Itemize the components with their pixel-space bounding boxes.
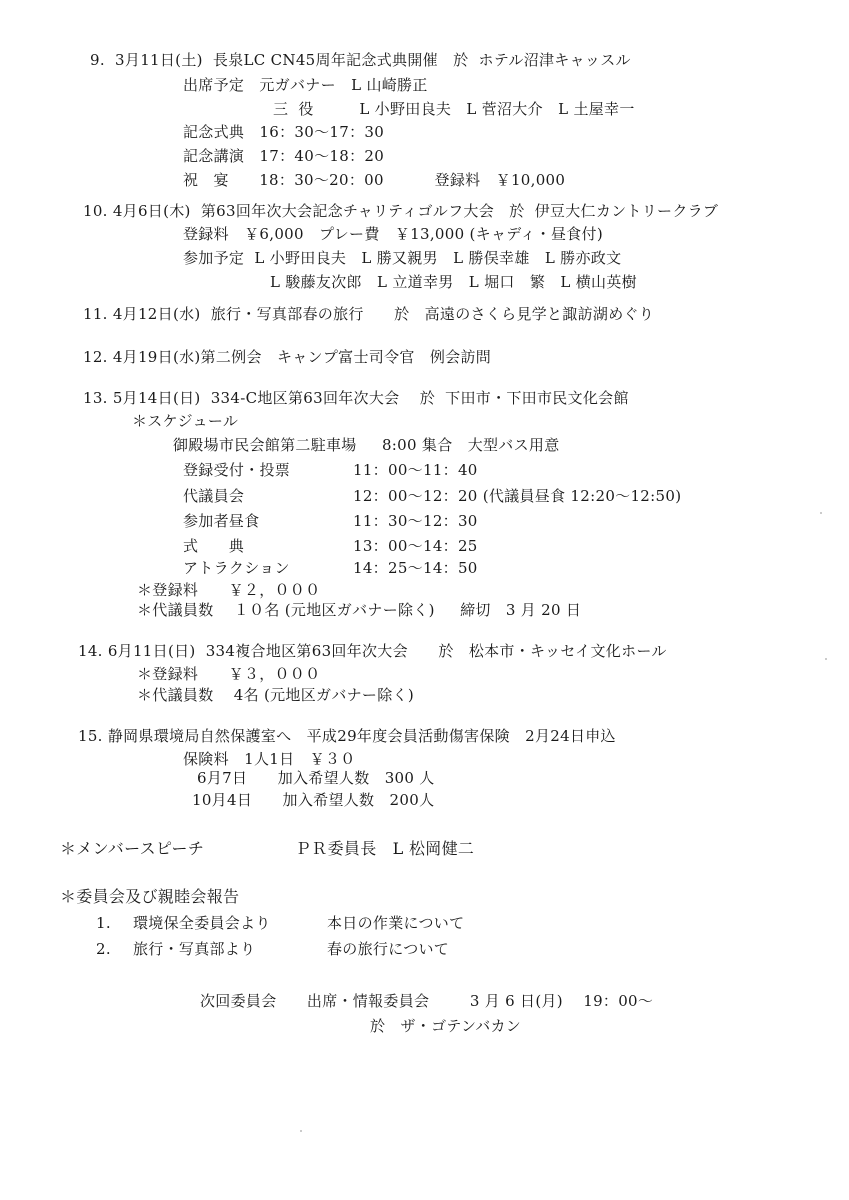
schedule-row-time: 14：25～14：50 bbox=[353, 559, 478, 577]
schedule-row-name: 参加者昼食 bbox=[183, 512, 260, 530]
scan-speck bbox=[820, 512, 822, 514]
item-15-june: 6月7日 加入希望人数 300 人 bbox=[197, 769, 435, 787]
item-14-title: 14. 6月11日(日) 334複合地区第63回年次大会 於 松本市・キッセイ文化ホール bbox=[78, 642, 667, 660]
schedule-row-name: アトラクション bbox=[183, 559, 290, 577]
reports-heading: ＊委員会及び親睦会報告 bbox=[60, 887, 240, 906]
item-9-attendees: 出席予定 元ガバナー L 山崎勝正 bbox=[183, 76, 428, 94]
schedule-row-name: 式 典 bbox=[183, 537, 245, 555]
schedule-row-time: 11：30～12：30 bbox=[353, 512, 478, 530]
scan-speck bbox=[300, 1130, 302, 1132]
report-topic: 本日の作業について bbox=[327, 914, 465, 932]
item-15-title: 15. 静岡県環境局自然保護室へ 平成29年度会員活動傷害保険 2月24日申込 bbox=[78, 727, 616, 745]
schedule-row-time: 11：00～11：40 bbox=[353, 461, 478, 479]
report-number: 1. bbox=[96, 914, 111, 932]
item-10-fees: 登録料 ￥6,000 プレー費 ￥13,000 (キャディ・昼食付) bbox=[183, 225, 604, 243]
schedule-row-time: 12：00～12：20 (代議員昼食 12:20～12:50) bbox=[353, 487, 682, 505]
item-10-title: 10. 4月6日(木) 第63回年次大会記念チャリティゴルフ大会 於 伊豆大仁カントリークラブ bbox=[83, 202, 719, 220]
item-14-delegates: ＊代議員数 4名 (元地区ガバナー除く) bbox=[137, 686, 414, 704]
item-15-premium: 保険料 1人1日 ￥３０ bbox=[183, 750, 356, 768]
schedule-row-name: 代議員会 bbox=[183, 487, 245, 505]
next-meeting-venue: 於 ザ・ゴテンバカン bbox=[370, 1017, 522, 1035]
item-9-banquet-time: 祝 宴 18：30～20：00 登録料 ￥10,000 bbox=[183, 171, 566, 189]
item-13-delegates: ＊代議員数 １０名 (元地区ガバナー除く) 締切 3 月 20 日 bbox=[137, 601, 582, 619]
scan-speck bbox=[825, 658, 827, 660]
report-number: 2. bbox=[96, 940, 111, 958]
member-speech-speaker: ＰＲ委員長 L 松岡健二 bbox=[295, 839, 475, 858]
report-from: 環境保全委員会より bbox=[133, 914, 271, 932]
item-14-fee: ＊登録料 ￥３，０００ bbox=[137, 665, 321, 683]
item-10-participants-2: L 駿藤友次郎 L 立道幸男 L 堀口 繁 L 横山英樹 bbox=[270, 273, 637, 291]
item-9-officers: 三 役 L 小野田良夫 L 菅沼大介 L 土屋幸一 bbox=[273, 100, 635, 118]
report-topic: 春の旅行について bbox=[327, 940, 450, 958]
item-13-title: 13. 5月14日(日) 334-C地区第63回年次大会 於 下田市・下田市民文化会館 bbox=[83, 389, 629, 407]
item-11-title: 11. 4月12日(水) 旅行・写真部春の旅行 於 高遠のさくら見学と諏訪湖めぐり bbox=[83, 305, 655, 323]
item-13-fee: ＊登録料 ￥２，０００ bbox=[137, 581, 321, 599]
member-speech-label: ＊メンバースピーチ bbox=[60, 839, 205, 858]
item-15-october: 10月4日 加入希望人数 200人 bbox=[192, 791, 435, 809]
next-meeting-info: 次回委員会 出席・情報委員会 3 月 6 日(月) 19：00～ bbox=[200, 992, 654, 1010]
schedule-row-name: 登録受付・投票 bbox=[183, 461, 291, 479]
item-10-participants-1: 参加予定 L 小野田良夫 L 勝又親男 L 勝俣幸雄 L 勝亦政文 bbox=[183, 249, 622, 267]
item-13-meeting-point: 御殿場市民会館第二駐車場 8:00 集合 大型バス用意 bbox=[173, 436, 560, 454]
item-9-ceremony-time: 記念式典 16：30～17：30 bbox=[183, 123, 385, 141]
item-9-lecture-time: 記念講演 17：40～18：20 bbox=[183, 147, 385, 165]
report-from: 旅行・写真部より bbox=[133, 940, 256, 958]
item-13-schedule-label: ＊スケジュール bbox=[132, 412, 239, 430]
schedule-row-time: 13：00～14：25 bbox=[353, 537, 478, 555]
item-12-title: 12. 4月19日(水)第二例会 キャンプ富士司令官 例会訪問 bbox=[83, 348, 492, 366]
item-9-title: 9. 3月11日(土) 長泉LC CN45周年記念式典開催 於 ホテル沼津キャッスル bbox=[90, 51, 631, 69]
